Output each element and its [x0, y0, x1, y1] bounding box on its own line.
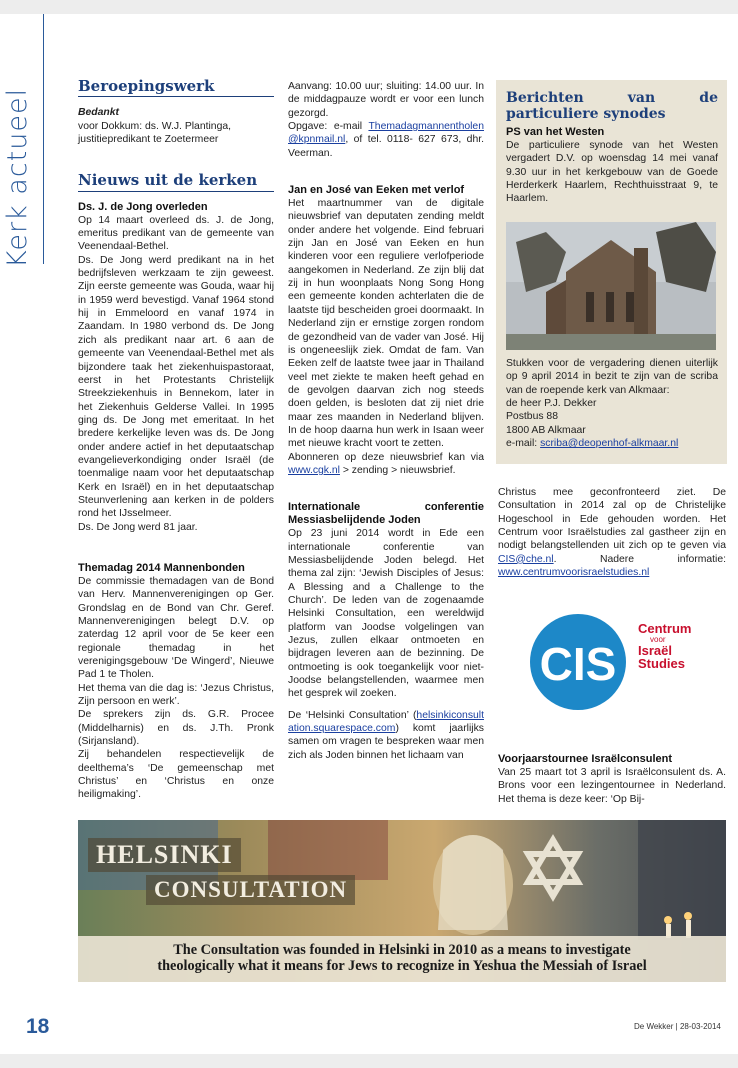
- opgave-email-link[interactable]: Themadagmannentholen@kpnmail.nl: [288, 121, 484, 146]
- tour-paragraph: Van 25 maart tot 3 april is Israëlconsulent ds. A. Brons voor een lezingentournee in Nederland. Het thema is deze keer: ‘Op Bij-: [498, 767, 726, 805]
- top-margin: [0, 0, 738, 14]
- dejong-heading: Ds. J. de Jong overleden: [78, 200, 208, 213]
- address-line-1: de heer P.J. Dekker: [506, 398, 597, 410]
- abonneren-prefix: Abonneren op deze nieuwsbrief kan via: [288, 451, 484, 463]
- column-3-continued: [498, 486, 726, 579]
- section-rule: [43, 14, 44, 264]
- helsinki-prefix: De ‘Helsinki Consultation’ (: [288, 709, 417, 721]
- cgk-link[interactable]: www.cgk.nl: [288, 464, 340, 476]
- bottom-margin: [0, 1054, 738, 1068]
- opgave-text: [288, 120, 484, 160]
- address-line-2: Postbus 88: [506, 411, 558, 423]
- ps-westen-heading: PS van het Westen: [506, 126, 605, 138]
- cis-text-b: . Nadere informatie:: [553, 553, 726, 565]
- helsinki-link[interactable]: helsinkiconsultation.squarespace.com: [288, 709, 484, 735]
- column-1: [78, 77, 274, 802]
- cis-logo-line-4: Studies: [638, 656, 685, 671]
- section-label: Kerk actueel: [2, 87, 33, 268]
- eeken-paragraph: Het maartnummer van de digitale nieuwsbrief van deputaten zending meldt onder andere het volgende. Eind februari zijn Jan en José van Eeken en hun kinderen voor een reguliere verlofperiode aangekomen in Nederland. Ze zijn blij dat zij in hun woonplaats Nong Song Hong een gemeente konden achterlaten die de laatste tijd bescheiden groei doormaakt. In Nederland zijn er ernstige zorgen rondom de gezondheid van de vader van José. Hij is ongeneeslijk ziek. Omdat de fam. Van Eeken zelf de laatste twee jaar in Thailand veel met ziekte te maken heeft gehad en de gevolgen daarvan zich nog steeds doen gelden, is besloten dat zij niet drie maar zes maanden in Nederland blijven. In de hoop daarna hun werk in Isaan weer met nieuwe kracht voort te zetten.: [288, 198, 484, 450]
- cis-logo-line-1: Centrum: [638, 621, 692, 636]
- helsinki-suffix: ) komt jaarlijks samen om vragen te bespreken waar men zich als Joden binnen het lichaam van: [288, 723, 484, 761]
- abonneren-text: [288, 451, 484, 478]
- synod-paragraph-1: De particuliere synode van het Westen vergadert D.V. op woensdag 14 mei vanaf 9.30 uur in het kerkgebouw van de Goede Herderkerk Haarlem, Rechthuisstraat 9, te Haarlem.: [506, 140, 718, 205]
- opgave-prefix: Opgave: e-mail: [288, 121, 369, 133]
- church-image: [506, 222, 716, 350]
- eeken-heading: Jan en José van Eeken met verlof: [288, 184, 465, 197]
- scriba-email-link[interactable]: scriba@deopenhof-alkmaar.nl: [540, 438, 679, 450]
- cis-logo: [520, 612, 710, 712]
- opgave-suffix: , of tel. 0118- 627 673, dhr. Veerman.: [288, 134, 484, 159]
- bedankt-text: voor Dokkum: ds. W.J. Plantinga, justitiepredikant te Zoetermeer: [78, 120, 232, 146]
- themadag-paragraph-4: Zij behandelen respectievelijk de deelthema’s ‘De gemeenschap met Christus’ en ‘Christus en onze heiligmaking’.: [78, 749, 274, 801]
- synod-box-lower: [506, 357, 718, 450]
- dejong-paragraph-2: Ds. De Jong werd predikant na in het bedrijfsleven werkzaam te zijn geweest. Zijn eerste gemeente was Gouda, waar hij in 1959 werd bevestigd. Vanaf 1964 stond hij in Emmeloord en vanaf 1974 in Zaandam. In 1980 verbond ds. De Jong zich als predikant naar art. 6 aan de gemeente van Veenendaal-Bethel met als bijzondere taak het ziekenhuispastoraat, eerst in het Protestants Christelijk Streekziekenhuis in Bennekom, later in het Ziekenhuis Gelderse Vallei. In 1995 ging ds. De Jong met emeritaat. In het bredere kerkelijke leven was ds. De Jong onder andere actief in het deputaatschap evangelieverkondiging onder Israël (de toenmalige naam voor het deputaatschap Kerk en Israël) en in het deputaatschap Steunverlening aan kerken in de polders rond het IJsselmeer.: [78, 254, 274, 520]
- dejong-paragraph-3: Ds. De Jong werd 81 jaar.: [78, 521, 198, 533]
- banner-caption: [78, 942, 726, 974]
- banner-title-consultation: CONSULTATION: [146, 875, 355, 905]
- nieuws-title: Nieuws uit de kerken: [78, 174, 274, 191]
- page-number: 18: [26, 1015, 50, 1038]
- cis-paragraph: [498, 486, 726, 579]
- synod-title: Berichten van de particuliere synodes: [506, 90, 718, 122]
- bedankt-label: Bedankt: [78, 107, 119, 119]
- themadag-paragraph-1: De commissie themadagen van de Bond van Herv. Mannenverenigingen op Ger. Grondslag en de Bond van Chr. Geref. Mannenverenigingen belegt D.V. op zaterdag 12 april voor de 5e keer een regionale themadag in het verenigingsgebouw ‘De Wingerd’, Nieuwe Pad 1 te Tholen.: [78, 575, 274, 681]
- aanvang-text: Aanvang: 10.00 uur; sluiting: 14.00 uur. In de middagpauze wordt er voor een lunch gezorgd.: [288, 81, 484, 119]
- address-email-label: e-mail:: [506, 438, 541, 450]
- cis-email-link[interactable]: CIS@che.nl: [498, 553, 554, 565]
- conference-heading: Internationale conferentie Messiasbelijdende Joden: [288, 501, 484, 527]
- banner-title-helsinki: HELSINKI: [88, 838, 241, 872]
- themadag-heading: Themadag 2014 Mannenbonden: [78, 561, 245, 574]
- cis-website-link[interactable]: www.centrumvoorisraelstudies.nl: [498, 567, 650, 579]
- cis-logo-line-3: Israël: [638, 643, 672, 658]
- tour-heading: Voorjaarstournee Israëlconsulent: [498, 753, 673, 765]
- synod-box-content: [506, 90, 718, 206]
- tour-section: [498, 753, 726, 806]
- abonneren-suffix: > zending > nieuwsbrief.: [339, 464, 456, 476]
- cis-logo-letters: CIS: [539, 638, 617, 690]
- themadag-paragraph-3: De sprekers zijn ds. G.R. Procee (Middelharnis) en ds. J.Th. Pronk (Sirjansland).: [78, 709, 274, 748]
- church-photo: [506, 222, 716, 350]
- beroepingswerk-title: Beroepingswerk: [78, 80, 274, 97]
- dejong-paragraph-1: Op 14 maart overleed ds. J. de Jong, emeritus predikant van de gemeente van Veenendaal-Bethel.: [78, 214, 274, 253]
- address-email-line: [506, 437, 718, 450]
- synod-paragraph-2: Stukken voor de vergadering dienen uiterlijk op 9 april 2014 in bezit te zijn van de scriba van de roepende kerk van Alkmaar:: [506, 358, 718, 396]
- themadag-paragraph-2: Het thema van die dag is: ‘Jezus Christus, Zijn persoon en werk’.: [78, 682, 274, 708]
- conference-paragraph: Op 23 juni 2014 wordt in Ede een internationale conferentie van Messiasbelijdende Joden belegd. Het thema zal zijn: ‘Jewish Disciples of Jesus: A Blessing and a Challenge to the Church’. De leden van de zogenaamde Helsinki Consultation, een wereldwijd platform van Joodse volgelingen van Jezus, zullen elkaar ontmoeten en bijdragen leveren aan de bezinning. De ontmoeting is ook toegankelijk voor niet-Joodse belangstellenden, waarmee men het gesprek wil zoeken.: [288, 528, 484, 700]
- helsinki-text: [288, 709, 484, 762]
- footer-issue: De Wekker | 28-03-2014: [634, 1022, 721, 1031]
- banner-caption-line-2: theologically what it means for Jews to recognize in Yeshua the Messiah of Israel: [157, 958, 647, 974]
- cis-logo-line-2: voor: [650, 635, 666, 644]
- address-line-3: 1800 AB Alkmaar: [506, 424, 586, 436]
- helsinki-banner: [78, 820, 726, 982]
- column-2: [288, 80, 484, 762]
- banner-caption-line-1: The Consultation was founded in Helsinki in 2010 as a means to investigate: [173, 942, 631, 958]
- cis-text: Christus mee geconfronteerd ziet. De Consultation in 2014 zal op de Christelijke Hogeschool in Ede gehouden worden. Het Centrum voor Israëlstudies zal gastheer zijn en nodigt belangstellenden uit zich op te geven via: [498, 487, 726, 552]
- cis-logo-wordmark: [638, 622, 691, 670]
- cis-logo-mark: [520, 612, 640, 712]
